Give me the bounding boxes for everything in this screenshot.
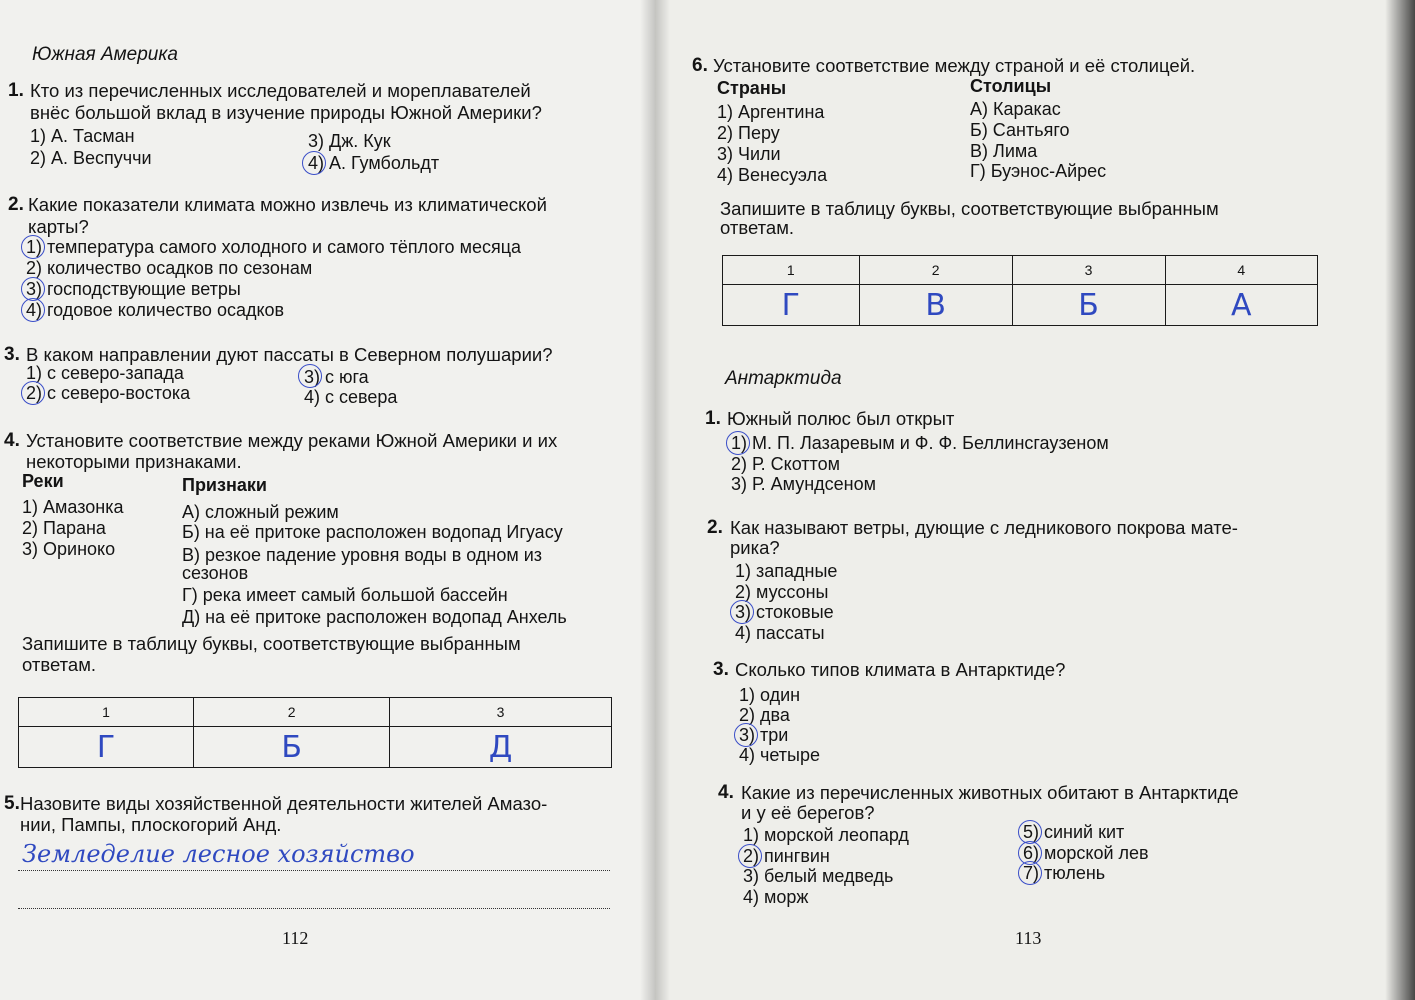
answer-line — [18, 908, 610, 909]
question-number: 2. — [707, 517, 723, 538]
table-answer-cell[interactable]: Б — [194, 727, 390, 768]
answer-option[interactable]: 4) четыре — [739, 745, 820, 765]
sign-item: В) резкое падение уровня воды в одном из — [182, 545, 543, 565]
river-item: 2) Парана — [22, 518, 106, 538]
answer-option-selected[interactable]: 2) с северо-востока — [26, 383, 191, 403]
question-text: внёс большой вклад в изучение природы Южной Америки? — [30, 102, 542, 123]
question-text: нии, Пампы, плоскогорий Анд. — [20, 814, 282, 835]
left-page — [0, 0, 655, 1000]
capital-item: А) Каракас — [970, 99, 1061, 119]
right-page — [655, 0, 1415, 1000]
instruction-text: Запишите в таблицу буквы, соответствующие выбранным — [720, 198, 1219, 219]
country-item: 4) Венесуэла — [717, 165, 828, 185]
answer-option[interactable]: 1) морской леопард — [743, 825, 909, 845]
table-answer-cell[interactable]: Г — [19, 727, 194, 768]
question-number: 4. — [4, 430, 20, 451]
page-number: 112 — [282, 928, 309, 948]
sign-item: Г) река имеет самый большой бассейн — [182, 585, 508, 605]
table-answer-cell[interactable]: В — [859, 285, 1012, 326]
answer-option[interactable]: 1) один — [739, 685, 801, 705]
answer-option-selected[interactable]: 3) господствующие ветры — [26, 279, 241, 299]
river-item: 1) Амазонка — [22, 497, 124, 517]
answer-option[interactable]: 4) морж — [743, 887, 809, 907]
sign-item: А) сложный режим — [182, 502, 339, 522]
table-header-cell: 2 — [194, 698, 390, 727]
answer-option-selected[interactable]: 2) пингвин — [743, 846, 830, 866]
answer-circle-mark — [734, 723, 758, 747]
sign-item: Б) на её притоке расположен водопад Игуасу — [182, 522, 563, 542]
question-number: 5. — [4, 793, 20, 814]
answer-option[interactable]: 2) А. Веспуччи — [30, 148, 152, 168]
answer-option[interactable]: 2) количество осадков по сезонам — [26, 258, 313, 278]
answer-option-selected[interactable]: 3) с юга — [304, 367, 369, 387]
book-edge-shadow — [1385, 0, 1415, 1000]
table-header-cell: 3 — [1012, 256, 1165, 285]
answer-circle-mark — [726, 431, 750, 455]
country-item: 3) Чили — [717, 144, 781, 164]
question-number: 3. — [4, 344, 20, 365]
question-text: Сколько типов климата в Антарктиде? — [735, 659, 1066, 680]
question-text: Установите соответствие между страной и её столицей. — [713, 55, 1196, 76]
answer-circle-mark — [730, 600, 754, 624]
answer-option[interactable]: 2) муссоны — [735, 582, 829, 602]
instruction-text: Запишите в таблицу буквы, соответствующие выбранным — [22, 633, 521, 654]
capital-item: Г) Буэнос-Айрес — [970, 161, 1107, 181]
answer-line — [18, 870, 610, 871]
table-answer-cell[interactable]: Б — [1012, 285, 1165, 326]
question-number: 1. — [8, 80, 24, 101]
answer-circle-mark — [738, 844, 762, 868]
answer-option[interactable]: 4) пассаты — [735, 623, 825, 643]
question-number: 1. — [705, 408, 721, 429]
question-text: некоторыми признаками. — [26, 451, 242, 472]
table-header-cell: 1 — [19, 698, 194, 727]
instruction-text: ответам. — [720, 217, 795, 238]
section-title-antarctica: Антарктида — [725, 368, 842, 389]
answer-option[interactable]: 3) белый медведь — [743, 866, 894, 886]
question-text: Назовите виды хозяйственной деятельности жителей Амазо- — [20, 793, 548, 814]
answer-option-selected[interactable]: 1) температура самого холодного и самого тёплого месяца — [26, 237, 522, 257]
answer-circle-mark — [298, 364, 322, 388]
question-text: Какие показатели климата можно извлечь из климатической — [28, 194, 547, 215]
country-item: 1) Аргентина — [717, 102, 825, 122]
answer-option-selected[interactable]: 1) М. П. Лазаревым и Ф. Ф. Беллинсгаузеном — [731, 433, 1109, 453]
answer-circle-mark — [21, 235, 45, 259]
answer-option[interactable]: 2) два — [739, 705, 790, 725]
question-text: карты? — [28, 216, 89, 237]
answer-option[interactable]: 4) с севера — [304, 387, 398, 407]
question-text: Какие из перечисленных животных обитают в Антарктиде — [741, 782, 1239, 803]
instruction-text: ответам. — [22, 654, 97, 675]
column-header-countries: Страны — [717, 78, 787, 98]
question-text: Как называют ветры, дующие с ледникового покрова мате- — [730, 517, 1238, 538]
table-header-cell: 1 — [723, 256, 860, 285]
answer-circle-mark — [21, 298, 45, 322]
question-text: Установите соответствие между реками Южной Америки и их — [26, 430, 558, 451]
answer-option-selected[interactable]: 4) А. Гумбольдт — [308, 153, 440, 173]
table-answer-cell[interactable]: Г — [723, 285, 860, 326]
column-header-capitals: Столицы — [970, 76, 1052, 96]
sign-item: Д) на её притоке расположен водопад Анхель — [182, 607, 567, 627]
column-header-rivers: Реки — [22, 471, 64, 491]
answer-option[interactable]: 1) с северо-запада — [26, 363, 184, 383]
table-header-cell: 4 — [1165, 256, 1318, 285]
table-header-cell: 2 — [859, 256, 1012, 285]
answer-option-selected[interactable]: 4) годовое количество осадков — [26, 300, 285, 320]
page-number: 113 — [1015, 928, 1042, 948]
question-text: Кто из перечисленных исследователей и мореплавателей — [30, 80, 531, 101]
answer-option-selected[interactable]: 7) тюлень — [1023, 863, 1106, 883]
answer-option[interactable]: 2) Р. Скоттом — [731, 454, 840, 474]
column-header-signs: Признаки — [182, 475, 267, 495]
question-number: 6. — [692, 55, 708, 76]
question-text: и у её берегов? — [741, 802, 875, 823]
answer-option-selected[interactable]: 3) три — [739, 725, 789, 745]
capital-item: В) Лима — [970, 141, 1038, 161]
table-header-cell: 3 — [390, 698, 612, 727]
country-item: 2) Перу — [717, 123, 780, 143]
answer-option[interactable]: 1) западные — [735, 561, 838, 581]
table-answer-cell[interactable]: Д — [390, 727, 612, 768]
answer-circle-mark — [21, 381, 45, 405]
answer-circle-mark — [302, 151, 326, 175]
capital-item: Б) Сантьяго — [970, 120, 1070, 140]
question-number: 2. — [8, 194, 24, 215]
question-text: В каком направлении дуют пассаты в Северном полушарии? — [26, 344, 553, 365]
sign-item: сезонов — [182, 563, 249, 583]
answer-circle-mark — [1018, 861, 1042, 885]
question-number: 4. — [718, 782, 734, 803]
question-text: Южный полюс был открыт — [727, 408, 955, 429]
section-title-south-america: Южная Америка — [32, 44, 178, 65]
handwritten-answer[interactable]: Земледелие лесное хозяйство — [22, 840, 415, 868]
answer-table-rivers — [18, 697, 612, 768]
answer-option[interactable]: 3) Дж. Кук — [308, 131, 391, 151]
question-text: рика? — [730, 537, 780, 558]
answer-option[interactable]: 1) А. Тасман — [30, 126, 135, 146]
question-number: 3. — [713, 659, 729, 680]
answer-option-selected[interactable]: 3) стоковые — [735, 602, 834, 622]
answer-option-selected[interactable]: 6) морской лев — [1023, 843, 1149, 863]
answer-option-selected[interactable]: 5) синий кит — [1023, 822, 1125, 842]
table-answer-cell[interactable]: А — [1165, 285, 1318, 326]
answer-table-capitals — [722, 255, 1318, 326]
answer-option[interactable]: 3) Р. Амундсеном — [731, 474, 876, 494]
river-item: 3) Ориноко — [22, 539, 116, 559]
